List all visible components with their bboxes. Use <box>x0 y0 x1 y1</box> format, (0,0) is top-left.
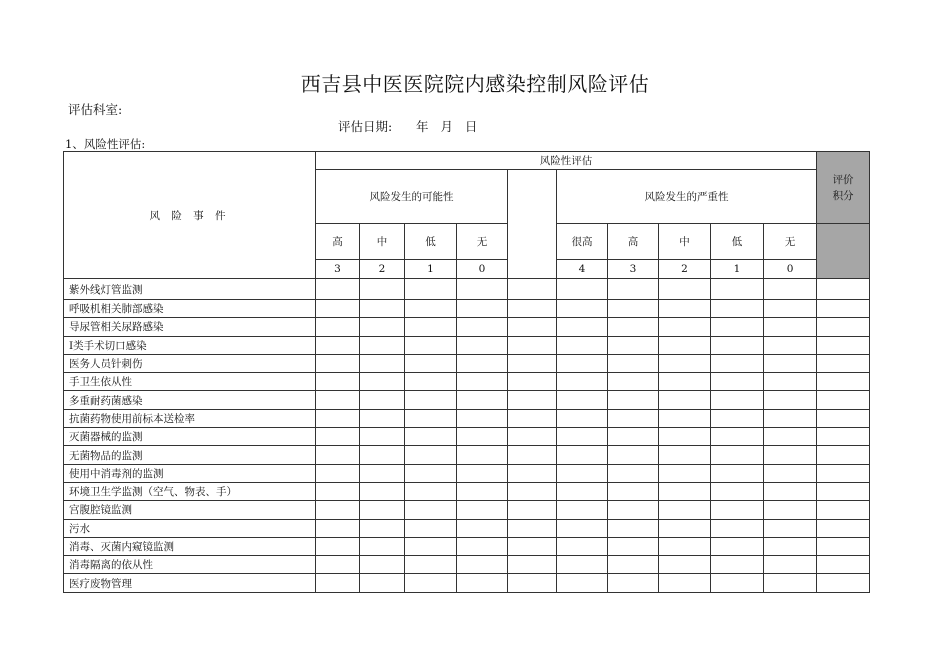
rating-cell[interactable] <box>557 556 608 574</box>
rating-cell[interactable] <box>659 556 711 574</box>
rating-cell[interactable] <box>608 318 659 336</box>
rating-cell[interactable] <box>360 409 405 427</box>
severity-level: 中 <box>659 224 711 260</box>
rating-cell[interactable] <box>817 336 870 354</box>
rating-cell[interactable] <box>557 279 608 300</box>
rating-cell[interactable] <box>711 336 764 354</box>
rating-cell[interactable] <box>360 373 405 391</box>
table-row <box>64 318 870 336</box>
rating-cell[interactable] <box>817 373 870 391</box>
rating-cell[interactable] <box>817 354 870 372</box>
table-row <box>64 373 870 391</box>
spacer-cell <box>508 519 557 537</box>
rating-cell[interactable] <box>557 391 608 409</box>
rating-cell[interactable] <box>316 336 360 354</box>
rating-cell[interactable] <box>405 373 457 391</box>
rating-cell[interactable] <box>316 354 360 372</box>
rating-cell[interactable] <box>457 537 508 555</box>
rating-cell[interactable] <box>659 428 711 446</box>
rating-cell[interactable] <box>659 373 711 391</box>
risk-event-name: 医务人员针刺伤 <box>64 354 316 372</box>
spacer-cell <box>508 354 557 372</box>
rating-cell[interactable] <box>557 354 608 372</box>
rating-cell[interactable] <box>457 556 508 574</box>
rating-cell[interactable] <box>764 556 817 574</box>
rating-cell[interactable] <box>405 501 457 519</box>
spacer-cell <box>508 391 557 409</box>
rating-cell[interactable] <box>817 501 870 519</box>
rating-cell[interactable] <box>405 391 457 409</box>
risk-event-name: 医疗废物管理 <box>64 574 316 592</box>
risk-event-name: 手卫生依从性 <box>64 373 316 391</box>
event-column-header: 风 险 事 件 <box>64 152 316 279</box>
rating-cell[interactable] <box>557 446 608 464</box>
rating-cell[interactable] <box>557 519 608 537</box>
rating-cell[interactable] <box>457 373 508 391</box>
likelihood-level: 低 <box>405 224 457 260</box>
severity-score: 1 <box>711 260 764 279</box>
score-column-header: 评价 积分 <box>817 152 870 224</box>
severity-level: 无 <box>764 224 817 260</box>
rating-cell[interactable] <box>659 318 711 336</box>
rating-cell[interactable] <box>557 482 608 500</box>
rating-cell[interactable] <box>608 336 659 354</box>
severity-score: 4 <box>557 260 608 279</box>
rating-cell[interactable] <box>316 279 360 300</box>
table-row <box>64 336 870 354</box>
rating-cell[interactable] <box>608 519 659 537</box>
rating-cell[interactable] <box>817 519 870 537</box>
rating-cell[interactable] <box>817 279 870 300</box>
rating-cell[interactable] <box>711 428 764 446</box>
rating-cell[interactable] <box>405 428 457 446</box>
rating-cell[interactable] <box>316 501 360 519</box>
table-row <box>64 556 870 574</box>
risk-event-name: 污水 <box>64 519 316 537</box>
spacer-column <box>508 170 557 279</box>
rating-cell[interactable] <box>316 519 360 537</box>
risk-event-name: 灭菌器械的监测 <box>64 428 316 446</box>
spacer-cell <box>508 574 557 592</box>
spacer-cell <box>508 464 557 482</box>
rating-cell[interactable] <box>659 409 711 427</box>
rating-cell[interactable] <box>405 318 457 336</box>
table-row <box>64 519 870 537</box>
rating-cell[interactable] <box>659 482 711 500</box>
rating-cell[interactable] <box>659 279 711 300</box>
spacer-cell <box>508 409 557 427</box>
spacer-cell <box>508 556 557 574</box>
rating-cell[interactable] <box>405 537 457 555</box>
rating-cell[interactable] <box>557 300 608 318</box>
rating-cell[interactable] <box>608 428 659 446</box>
rating-cell[interactable] <box>711 556 764 574</box>
rating-cell[interactable] <box>764 428 817 446</box>
rating-cell[interactable] <box>608 482 659 500</box>
rating-cell[interactable] <box>360 300 405 318</box>
risk-event-name: 消毒、灭菌内窥镜监测 <box>64 537 316 555</box>
rating-cell[interactable] <box>457 318 508 336</box>
rating-cell[interactable] <box>360 482 405 500</box>
rating-cell[interactable] <box>608 409 659 427</box>
rating-cell[interactable] <box>316 409 360 427</box>
rating-cell[interactable] <box>764 464 817 482</box>
rating-cell[interactable] <box>659 501 711 519</box>
spacer-cell <box>508 336 557 354</box>
rating-cell[interactable] <box>817 482 870 500</box>
rating-cell[interactable] <box>608 279 659 300</box>
rating-cell[interactable] <box>711 537 764 555</box>
rating-cell[interactable] <box>405 300 457 318</box>
rating-cell[interactable] <box>711 300 764 318</box>
risk-event-name: 使用中消毒剂的监测 <box>64 464 316 482</box>
rating-cell[interactable] <box>659 354 711 372</box>
risk-eval-header: 风险性评估 <box>316 152 817 170</box>
risk-event-name: 消毒隔离的依从性 <box>64 556 316 574</box>
rating-cell[interactable] <box>608 464 659 482</box>
spacer-cell <box>508 446 557 464</box>
likelihood-level: 中 <box>360 224 405 260</box>
likelihood-score: 1 <box>405 260 457 279</box>
rating-cell[interactable] <box>557 409 608 427</box>
rating-cell[interactable] <box>711 574 764 592</box>
rating-cell[interactable] <box>764 391 817 409</box>
rating-cell[interactable] <box>557 501 608 519</box>
spacer-cell <box>508 279 557 300</box>
table-row <box>64 279 870 300</box>
rating-cell[interactable] <box>711 446 764 464</box>
spacer-cell <box>508 318 557 336</box>
rating-cell[interactable] <box>711 501 764 519</box>
risk-event-name: 抗菌药物使用前标本送检率 <box>64 409 316 427</box>
rating-cell[interactable] <box>405 336 457 354</box>
rating-cell[interactable] <box>360 318 405 336</box>
rating-cell[interactable] <box>764 318 817 336</box>
rating-cell[interactable] <box>608 574 659 592</box>
rating-cell[interactable] <box>711 354 764 372</box>
spacer-cell <box>508 428 557 446</box>
risk-event-name: Ⅰ类手术切口感染 <box>64 336 316 354</box>
rating-cell[interactable] <box>817 391 870 409</box>
rating-cell[interactable] <box>316 373 360 391</box>
rating-cell[interactable] <box>557 318 608 336</box>
rating-cell[interactable] <box>360 428 405 446</box>
severity-header: 风险发生的严重性 <box>557 170 817 224</box>
rating-cell[interactable] <box>457 428 508 446</box>
likelihood-score: 2 <box>360 260 405 279</box>
rating-cell[interactable] <box>457 391 508 409</box>
spacer-cell <box>508 501 557 519</box>
risk-event-name: 环境卫生学监测（空气、物表、手） <box>64 482 316 500</box>
rating-cell[interactable] <box>457 501 508 519</box>
rating-cell[interactable] <box>457 409 508 427</box>
rating-cell[interactable] <box>316 574 360 592</box>
rating-cell[interactable] <box>360 519 405 537</box>
rating-cell[interactable] <box>817 300 870 318</box>
likelihood-score: 0 <box>457 260 508 279</box>
rating-cell[interactable] <box>457 279 508 300</box>
rating-cell[interactable] <box>711 391 764 409</box>
rating-cell[interactable] <box>659 336 711 354</box>
rating-cell[interactable] <box>405 482 457 500</box>
page-title: 西吉县中医医院院内感染控制风险评估 <box>300 72 650 96</box>
spacer-cell <box>508 373 557 391</box>
rating-cell[interactable] <box>316 556 360 574</box>
likelihood-header: 风险发生的可能性 <box>316 170 508 224</box>
table-row <box>64 464 870 482</box>
risk-event-name: 呼吸机相关肺部感染 <box>64 300 316 318</box>
rating-cell[interactable] <box>764 336 817 354</box>
rating-cell[interactable] <box>405 556 457 574</box>
rating-cell[interactable] <box>659 537 711 555</box>
rating-cell[interactable] <box>360 336 405 354</box>
table-row <box>64 574 870 592</box>
rating-cell[interactable] <box>817 464 870 482</box>
section-label: 1、风险性评估: <box>65 137 146 151</box>
rating-cell[interactable] <box>817 574 870 592</box>
rating-cell[interactable] <box>659 391 711 409</box>
rating-cell[interactable] <box>457 336 508 354</box>
rating-cell[interactable] <box>405 574 457 592</box>
rating-cell[interactable] <box>817 318 870 336</box>
risk-assessment-table <box>63 151 870 593</box>
rating-cell[interactable] <box>711 373 764 391</box>
rating-cell[interactable] <box>608 373 659 391</box>
severity-level: 低 <box>711 224 764 260</box>
rating-cell[interactable] <box>360 354 405 372</box>
spacer-cell <box>508 482 557 500</box>
rating-cell[interactable] <box>817 446 870 464</box>
rating-cell[interactable] <box>316 318 360 336</box>
rating-cell[interactable] <box>608 446 659 464</box>
rating-cell[interactable] <box>764 300 817 318</box>
rating-cell[interactable] <box>316 446 360 464</box>
rating-cell[interactable] <box>764 446 817 464</box>
risk-event-name: 宫腹腔镜监测 <box>64 501 316 519</box>
rating-cell[interactable] <box>764 354 817 372</box>
severity-score: 3 <box>608 260 659 279</box>
rating-cell[interactable] <box>711 409 764 427</box>
rating-cell[interactable] <box>457 446 508 464</box>
rating-cell[interactable] <box>316 428 360 446</box>
likelihood-level: 高 <box>316 224 360 260</box>
rating-cell[interactable] <box>360 464 405 482</box>
severity-score: 2 <box>659 260 711 279</box>
table-row <box>64 501 870 519</box>
rating-cell[interactable] <box>457 354 508 372</box>
table-row <box>64 428 870 446</box>
rating-cell[interactable] <box>764 537 817 555</box>
spacer-cell <box>508 537 557 555</box>
rating-cell[interactable] <box>316 537 360 555</box>
rating-cell[interactable] <box>316 300 360 318</box>
assessment-date: 评估日期: 年 月 日 <box>338 119 478 134</box>
rating-cell[interactable] <box>817 409 870 427</box>
rating-cell[interactable] <box>764 519 817 537</box>
rating-cell[interactable] <box>360 574 405 592</box>
table-row <box>64 409 870 427</box>
rating-cell[interactable] <box>360 556 405 574</box>
rating-cell[interactable] <box>817 556 870 574</box>
severity-level: 很高 <box>557 224 608 260</box>
rating-cell[interactable] <box>557 428 608 446</box>
rating-cell[interactable] <box>557 464 608 482</box>
rating-cell[interactable] <box>360 501 405 519</box>
rating-cell[interactable] <box>659 446 711 464</box>
rating-cell[interactable] <box>557 336 608 354</box>
rating-cell[interactable] <box>764 482 817 500</box>
rating-cell[interactable] <box>405 354 457 372</box>
table-row <box>64 537 870 555</box>
rating-cell[interactable] <box>405 409 457 427</box>
rating-cell[interactable] <box>764 279 817 300</box>
rating-cell[interactable] <box>405 446 457 464</box>
rating-cell[interactable] <box>457 574 508 592</box>
table-row <box>64 354 870 372</box>
rating-cell[interactable] <box>457 482 508 500</box>
rating-cell[interactable] <box>608 501 659 519</box>
rating-cell[interactable] <box>360 391 405 409</box>
rating-cell[interactable] <box>405 279 457 300</box>
rating-cell[interactable] <box>764 409 817 427</box>
risk-event-name: 多重耐药菌感染 <box>64 391 316 409</box>
severity-level: 高 <box>608 224 659 260</box>
rating-cell[interactable] <box>817 428 870 446</box>
table-row <box>64 300 870 318</box>
table-row <box>64 391 870 409</box>
rating-cell[interactable] <box>817 537 870 555</box>
rating-cell[interactable] <box>764 373 817 391</box>
severity-score: 0 <box>764 260 817 279</box>
rating-cell[interactable] <box>608 300 659 318</box>
rating-cell[interactable] <box>711 519 764 537</box>
rating-cell[interactable] <box>608 391 659 409</box>
rating-cell[interactable] <box>659 300 711 318</box>
rating-cell[interactable] <box>316 391 360 409</box>
table-row <box>64 482 870 500</box>
rating-cell[interactable] <box>360 446 405 464</box>
rating-cell[interactable] <box>557 373 608 391</box>
rating-cell[interactable] <box>608 354 659 372</box>
rating-cell[interactable] <box>557 574 608 592</box>
rating-cell[interactable] <box>457 300 508 318</box>
rating-cell[interactable] <box>457 464 508 482</box>
score-header-shaded <box>817 224 870 279</box>
likelihood-score: 3 <box>316 260 360 279</box>
rating-cell[interactable] <box>316 482 360 500</box>
risk-event-name: 无菌物品的监测 <box>64 446 316 464</box>
rating-cell[interactable] <box>405 464 457 482</box>
rating-cell[interactable] <box>711 279 764 300</box>
rating-cell[interactable] <box>764 501 817 519</box>
rating-cell[interactable] <box>360 279 405 300</box>
rating-cell[interactable] <box>360 537 405 555</box>
spacer-cell <box>508 300 557 318</box>
rating-cell[interactable] <box>405 519 457 537</box>
rating-cell[interactable] <box>557 537 608 555</box>
rating-cell[interactable] <box>711 464 764 482</box>
rating-cell[interactable] <box>764 574 817 592</box>
rating-cell[interactable] <box>711 482 764 500</box>
likelihood-level: 无 <box>457 224 508 260</box>
table-row <box>64 446 870 464</box>
rating-cell[interactable] <box>659 519 711 537</box>
rating-cell[interactable] <box>608 556 659 574</box>
rating-cell[interactable] <box>608 537 659 555</box>
rating-cell[interactable] <box>316 464 360 482</box>
rating-cell[interactable] <box>457 519 508 537</box>
department-label: 评估科室: <box>68 102 123 117</box>
risk-event-name: 导尿管相关尿路感染 <box>64 318 316 336</box>
risk-event-name: 紫外线灯管监测 <box>64 279 316 300</box>
rating-cell[interactable] <box>711 318 764 336</box>
rating-cell[interactable] <box>659 574 711 592</box>
rating-cell[interactable] <box>659 464 711 482</box>
